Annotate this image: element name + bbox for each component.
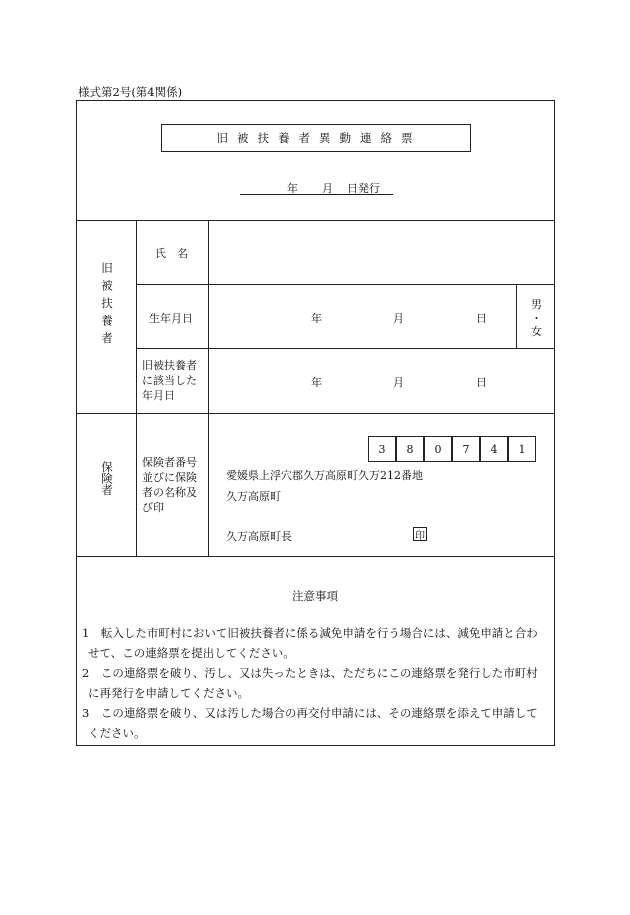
insurer-number-digit: 4 <box>480 436 508 462</box>
insurer-field-label <box>142 455 197 515</box>
insurer-number-digit: 7 <box>452 436 480 462</box>
sex-male: 男 <box>531 298 542 311</box>
sex-separator: ・ <box>531 312 542 325</box>
insurer-address: 愛媛県上浮穴郡久万高原町久万212番地 <box>226 469 423 482</box>
birthdate-label: 生年月日 <box>149 312 193 325</box>
divider <box>136 348 555 349</box>
insurer-name: 久万高原町 <box>226 490 281 503</box>
form-number-label: 様式第2号(第4関係) <box>78 85 183 99</box>
name-label: 氏 名 <box>155 247 188 260</box>
applicable-date-label <box>142 358 197 403</box>
note-line: に再発行を申請してください。 <box>88 686 249 700</box>
insurer-field-label-line: 並びに保険 <box>142 471 197 484</box>
note-line: せて、この連絡票を提出してください。 <box>88 646 295 660</box>
divider <box>136 220 137 556</box>
insurer-number-digit: 1 <box>508 436 536 462</box>
divider <box>76 413 555 414</box>
birth-year-label: 年 <box>311 312 322 325</box>
divider <box>516 284 517 348</box>
applicable-month-label: 月 <box>393 376 404 389</box>
applicable-date-label-line: に該当した <box>142 374 197 387</box>
sex-female: 女 <box>531 325 542 338</box>
insurer-number-digit: 3 <box>368 436 396 462</box>
insurer-section-label: 保険者 <box>100 461 114 496</box>
divider <box>208 220 209 556</box>
note-line: ください。 <box>88 726 146 740</box>
issue-month-label: 月 <box>322 182 333 195</box>
applicable-date-label-line: 旧被扶養者 <box>142 359 197 372</box>
applicable-year-label: 年 <box>311 376 322 389</box>
divider <box>76 556 555 557</box>
divider <box>76 220 555 221</box>
birth-day-label: 日 <box>476 312 487 325</box>
insurer-field-label-line: び印 <box>142 501 164 514</box>
issue-day-label: 日発行 <box>347 182 380 195</box>
insurer-number-digit: 8 <box>396 436 424 462</box>
birth-month-label: 月 <box>393 312 404 325</box>
seal-mark: 印 <box>413 527 427 541</box>
form-title: 旧被扶養者異動連絡票 <box>216 131 422 145</box>
note-line: 2 この連絡票を破り、汚し、又は失ったときは、ただちにこの連絡票を発行した市町村 <box>82 666 538 680</box>
insurer-field-label-line: 保険者番号 <box>142 456 197 469</box>
former-dependent-section-label: 旧被扶養者 <box>100 262 114 350</box>
divider <box>136 284 555 285</box>
insurer-head: 久万高原町長 <box>226 530 292 543</box>
insurer-number-digit: 0 <box>424 436 452 462</box>
note-line: 1 転入した市町村において旧被扶養者に係る減免申請を行う場合には、減免申請と合わ <box>82 626 538 640</box>
applicable-day-label: 日 <box>476 376 487 389</box>
notes-heading: 注意事項 <box>292 589 338 603</box>
note-line: 3 この連絡票を破り、又は汚した場合の再交付申請には、その連絡票を添えて申請して <box>82 706 538 720</box>
issue-year-label: 年 <box>287 182 298 195</box>
applicable-date-label-line: 年月日 <box>142 389 175 402</box>
insurer-field-label-line: 者の名称及 <box>142 486 197 499</box>
